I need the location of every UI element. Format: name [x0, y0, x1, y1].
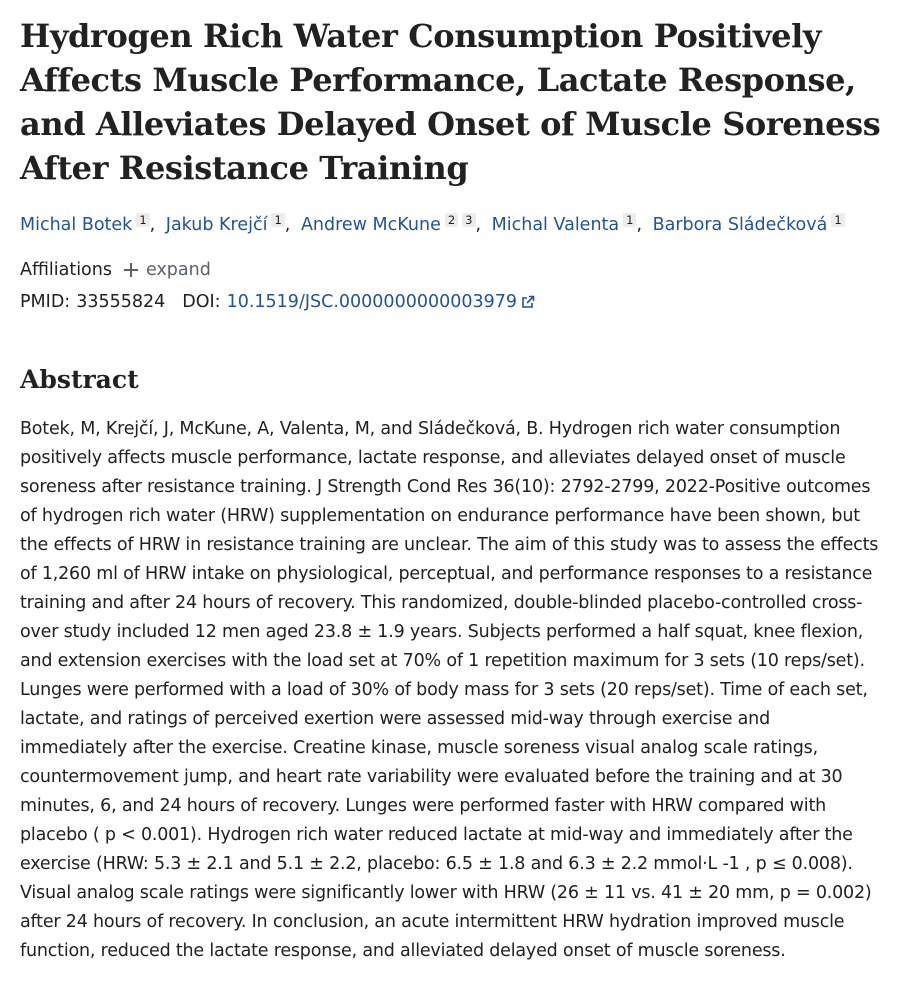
expand-label: expand — [145, 260, 211, 280]
article-title: Hydrogen Rich Water Consumption Positively Affects Muscle Performance, Lactate Response, and Alleviates Delayed Onset of Muscle Soreness After Resistance Training — [20, 17, 881, 187]
identifiers-row — [20, 290, 882, 314]
author-link-botek[interactable]: Michal Botek — [20, 215, 133, 235]
doi-link[interactable] — [227, 290, 535, 314]
author-item — [492, 215, 637, 235]
author-link-sladeckova[interactable]: Barbora Sládečková — [652, 215, 828, 235]
plus-icon — [124, 263, 138, 277]
affiliations-row — [20, 258, 882, 282]
pmid-value: 33555824 — [76, 292, 166, 312]
authors-list — [20, 212, 882, 238]
author-link-krejci[interactable]: Jakub Krejčí — [165, 215, 268, 235]
affiliation-ref[interactable]: 1 — [271, 213, 284, 227]
article-header — [20, 14, 882, 966]
affiliation-ref[interactable]: 1 — [136, 213, 149, 227]
affiliation-ref[interactable]: 2 — [445, 213, 458, 227]
abstract-text: Botek, M, Krejčí, J, McKune, A, Valenta, M, and Sládečková, B. Hydrogen rich water consumption positively affects muscle performance, lactate response, and alleviates delayed onset of muscle soreness after resistance training. J Strength Cond Res 36(10): 2792-2799, 2022-Positive outcomes of hydrogen rich water (HRW) supplementation on endurance performance have been shown, but the effects of HRW in resistance training are unclear. The aim of this study was to assess the effects of 1,260 ml of HRW intake on physiological, perceptual, and performance responses to a resistance training and after 24 hours of recovery. This randomized, double-blinded placebo-controlled cross-over study included 12 men aged 23.8 ± 1.9 years. Subjects performed a half squat, knee flexion, and extension exercises with the load set at 70% of 1 repetition maximum for 3 sets (10 reps/set). Lunges were performed with a load of 30% of body mass for 3 sets (20 reps/set). Time of each set, lactate, and ratings of perceived exertion were assessed mid-way through exercise and immediately after the exercise. Creatine kinase, muscle soreness visual analog scale ratings, countermovement jump, and heart rate variability were evaluated before the training and at 30 minutes, 6, and 24 hours of recovery. Lunges were performed faster with HRW compared with placebo ( p < 0.001). Hydrogen rich water reduced lactate at mid-way and immediately after the exercise (HRW: 5.3 ± 2.1 and 5.1 ± 2.2, placebo: 6.5 ± 1.8 and 6.3 ± 2.2 mmol·L -1 , p ≤ 0.008). Visual analog scale ratings were significantly lower with HRW (26 ± 11 vs. 41 ± 20 mm, p = 0.002) after 24 hours of recovery. In conclusion, an acute intermittent HRW hydration improved muscle function, reduced the lactate response, and alleviated delayed onset of muscle soreness. — [20, 419, 879, 961]
doi-label: DOI: — [182, 292, 221, 312]
pmid-label: PMID: — [20, 292, 71, 312]
affiliations-label: Affiliations — [20, 260, 112, 280]
doi-value: 10.1519/JSC.0000000000003979 — [226, 292, 518, 312]
abstract-heading: Abstract — [20, 365, 139, 394]
external-link-icon — [521, 295, 535, 309]
affiliation-ref[interactable]: 1 — [623, 213, 636, 227]
affiliation-ref[interactable]: 1 — [831, 213, 844, 227]
affiliation-ref[interactable]: 3 — [462, 213, 475, 227]
author-link-mckune[interactable]: Andrew McKune — [300, 215, 441, 235]
author-separator: , — [149, 215, 156, 235]
author-separator: , — [475, 215, 482, 235]
expand-affiliations-button[interactable] — [124, 258, 211, 282]
author-separator: , — [284, 215, 291, 235]
author-item — [166, 215, 285, 235]
author-separator: , — [636, 215, 643, 235]
author-item — [20, 215, 150, 235]
author-link-valenta[interactable]: Michal Valenta — [491, 215, 620, 235]
author-item — [301, 215, 476, 235]
author-item — [653, 215, 845, 235]
